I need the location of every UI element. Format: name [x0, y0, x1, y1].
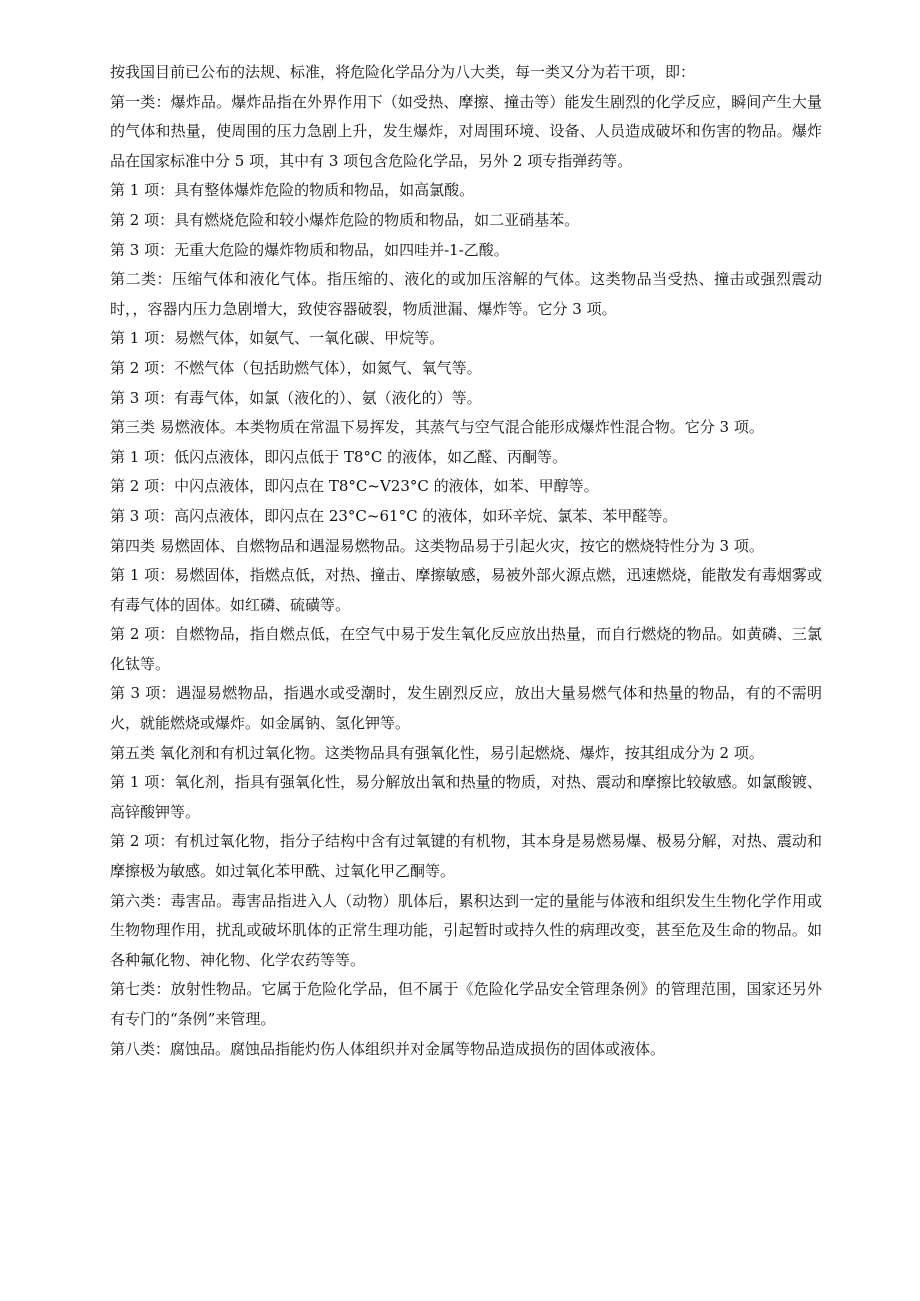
class-4-item-3: 第 3 项：遇湿易燃物品，指遇水或受潮时，发生剧烈反应，放出大量易燃气体和热量的物品，有的不需明火，就能燃烧或爆炸。如金属钠、氢化钾等。: [110, 684, 822, 733]
class-5-paragraph: 第五类 氧化剂和有机过氧化物。这类物品具有强氧化性，易引起燃烧、爆炸，按其组成分为 2 项。: [110, 743, 764, 762]
class-3-item-1: 第 1 项：低闪点液体，即闪点低于 T8°C 的液体，如乙醛、丙酮等。: [110, 447, 568, 466]
class-2-item-2: 第 2 项：不燃气体（包括助燃气体），如氮气、氧气等。: [110, 358, 482, 377]
class-6-paragraph: 第六类：毒害品。毒害品指进入人（动物）肌体后，累积达到一定的量能与体液和组织发生生物化学作用或生物物理作用，扰乱或破坏肌体的正常生理功能，引起暂时或持久性的病理改变，甚至危及生命的物品。如各种氟化物、神化物、化学农药等等。: [110, 891, 822, 969]
class-4-paragraph: 第四类 易燃固体、自燃物品和遇湿易燃物品。这类物品易于引起火灾，按它的燃烧特性分为 3 项。: [110, 536, 764, 555]
class-2-item-3: 第 3 项：有毒气体，如氯（液化的）、氨（液化的）等。: [110, 388, 482, 407]
class-3-paragraph: 第三类 易燃液体。本类物质在常温下易挥发，其蒸气与空气混合能形成爆炸性混合物。它分 3 项。: [110, 418, 764, 437]
class-2-paragraph: 第二类：压缩气体和液化气体。指压缩的、液化的或加压溶解的气体。这类物品当受热、撞击或强烈震动时，，容器内压力急剧增大，致使容器破裂，物质泄漏、爆炸等。它分 3 项。: [110, 270, 822, 318]
class-3-item-2: 第 2 项：中闪点液体，即闪点在 T8°C~V23°C 的液体，如苯、甲醇等。: [110, 477, 599, 496]
class-1-item-3: 第 3 项：无重大危险的爆炸物质和物品，如四哇并-1-乙酸。: [110, 240, 509, 259]
document-body: [110, 58, 822, 1064]
class-7-paragraph: 第七类：放射性物品。它属于危险化学品，但不属于《危险化学品安全管理条例》的管理范围，国家还另外有专门的“条例”来管理。: [110, 980, 822, 1028]
class-2-item-1: 第 1 项：易燃气体，如氨气、一氧化碳、甲烷等。: [110, 329, 445, 348]
class-1-item-1: 第 1 项：具有整体爆炸危险的物质和物品，如高氯酸。: [110, 181, 475, 200]
class-8-paragraph: 第八类：腐蚀品。腐蚀品指能灼伤人体组织并对金属等物品造成损伤的固体或液体。: [110, 1039, 666, 1058]
class-4-item-2: 第 2 项：自燃物品，指自燃点低，在空气中易于发生氧化反应放出热量，而自行燃烧的物品。如黄磷、三氯化钛等。: [110, 625, 822, 673]
class-3-item-3: 第 3 项：高闪点液体，即闪点在 23°C~61°C 的液体，如环辛烷、氯苯、苯甲醛等。: [110, 506, 678, 525]
class-1-item-2: 第 2 项：具有燃烧危险和较小爆炸危险的物质和物品，如二亚硝基苯。: [110, 210, 580, 229]
class-1-paragraph: 第一类：爆炸品。爆炸品指在外界作用下（如受热、摩擦、撞击等）能发生剧烈的化学反应，瞬间产生大量的气体和热量，使周围的压力急剧上升，发生爆炸，对周围环境、设备、人员造成破坏和伤害的物品。爆炸品在国家标准中分 5 项，其中有 3 项包含危险化学品，另外 2 项专指弹药等。: [110, 92, 822, 170]
class-5-item-2: 第 2 项：有机过氧化物，指分子结构中含有过氧键的有机物，其本身是易燃易爆、极易分解，对热、震动和摩擦极为敏感。如过氧化苯甲酰、过氧化甲乙酮等。: [110, 832, 822, 881]
class-4-item-1: 第 1 项：易燃固体，指燃点低，对热、撞击、摩擦敏感，易被外部火源点燃，迅速燃烧，能散发有毒烟雾或有毒气体的固体。如红磷、硫磺等。: [110, 566, 822, 614]
intro-paragraph: 按我国目前已公布的法规、标准，将危险化学品分为八大类，每一类又分为若干项，即：: [110, 63, 696, 81]
class-5-item-1: 第 1 项：氧化剂，指具有强氧化性，易分解放出氧和热量的物质，对热、震动和摩擦比较敏感。如氯酸镀、高锌酸钾等。: [110, 773, 822, 821]
